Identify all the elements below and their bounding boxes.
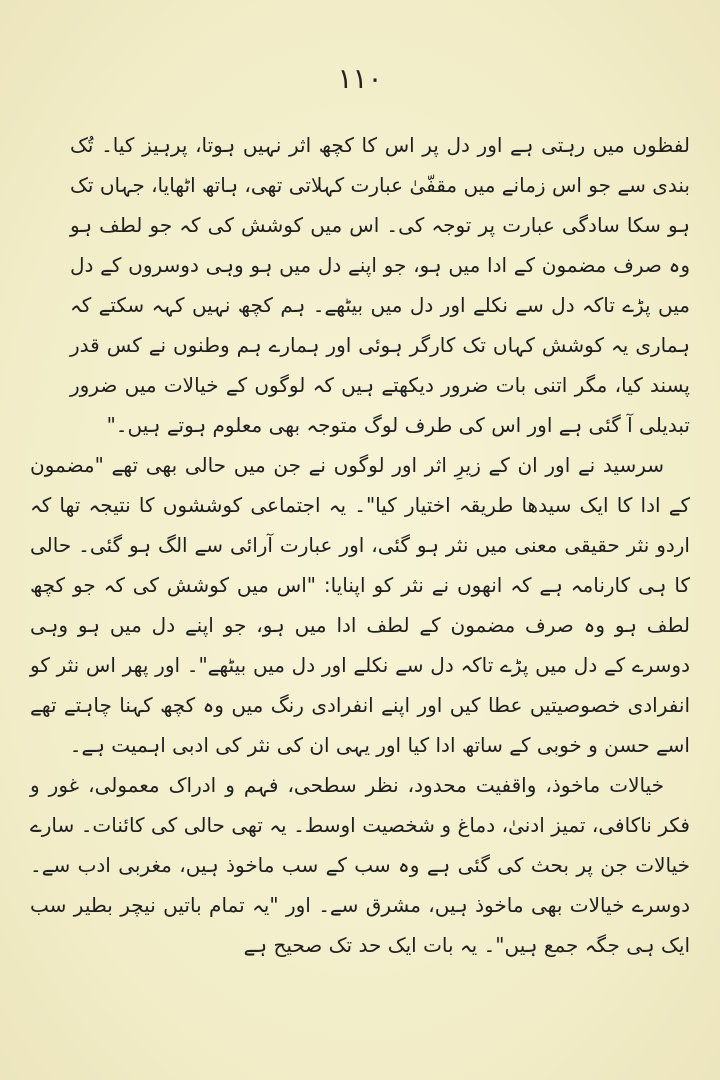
page-number: ١١٠ (337, 62, 383, 95)
page-body (30, 125, 690, 965)
paragraph-sir-syed: سرسید نے اور ان کے زیرِ اثر اور لوگوں نے جن میں حالی بھی تھے "مضمون کے ادا کا ایک سیدھا طریقہ اختیار کیا"۔ یہ اجتماعی کوششوں کا نتیجہ تھا کہ اردو نثر حقیقی معنی میں نثر ہو گئی، اور عبارت آرائی سے الگ ہو گئی۔ حالی کا ہی کارنامہ ہے کہ انھوں نے نثر کو اپنایا: "اس میں کوشش کی کہ جو کچھ لطف ہو وہ صرف مضمون کے لطف ادا میں ہو، جو اپنے دل میں ہو وہی دوسرے کے دل میں پڑے تاکہ دل سے نکلے اور دل میں بیٹھے"۔ اور پھر اس نثر کو انفرادی خصوصیتیں عطا کیں اور اپنے انفرادی رنگ میں وہ کچھ کہنا چاہتے تھے اسے حسن و خوبی کے ساتھ ادا کیا اور یہی ان کی نثر کی ادبی اہمیت ہے۔ (30, 453, 690, 757)
paragraph-khayalat: خیالات ماخوذ، واقفیت محدود، نظر سطحی، فہم و ادراک معمولی، غور و فکر ناکافی، تمیز ادنیٰ، دماغ و شخصیت اوسط۔ یہ تھی حالی کی کائنات۔ سارے خیالات جن پر بحث کی گئی ہے وہ سب کے سب ماخوذ ہیں، مغربی ادب سے۔ دوسرے خیالات بھی ماخوذ ہیں، مشرق سے۔ اور "یہ تمام باتیں نیچر بطیر سب ایک ہی جگہ جمع ہیں"۔ یہ بات ایک حد تک صحیح ہے (30, 773, 690, 957)
paragraph-quote-continuation: لفظوں میں رہتی ہے اور دل پر اس کا کچھ اثر نہیں ہوتا، پرہیز کیا۔ تُک بندی سے جو اس زمانے میں مقفّیٰ عبارت کہلاتی تھی، ہاتھ اٹھایا، جہاں تک ہو سکا سادگی عبارت پر توجہ کی۔ اس میں کوشش کی کہ جو لطف ہو وہ صرف مضمون کے ادا میں ہو، جو اپنے دل میں ہو وہی دوسروں کے دل میں پڑے تاکہ دل سے نکلے اور دل میں بیٹھے۔ ہم کچھ نہیں کہہ سکتے کہ ہماری یہ کوشش کہاں تک کارگر ہوئی اور ہمارے ہم وطنوں نے کس قدر پسند کیا، مگر اتنی بات ضرور دیکھتے ہیں کہ لوگوں کے خیالات میں ضرور تبدیلی آ گئی ہے اور اس کی طرف لوگ متوجہ بھی معلوم ہوتے ہیں۔" (70, 133, 691, 437)
